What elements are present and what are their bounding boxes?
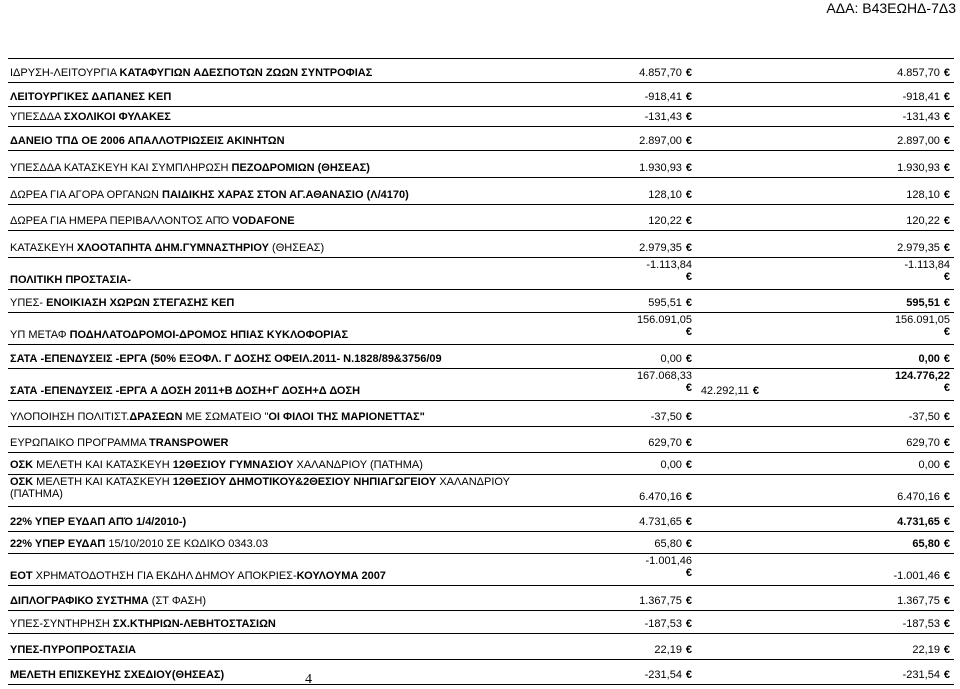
amount-value: 6.470,16 [897, 491, 940, 503]
row-description [10, 538, 268, 550]
amount-value: 2.897,00 [639, 135, 682, 147]
desc-bold: ΠΕΖΟΔΡΟΜΙΩΝ (ΘΗΣΕΑΣ) [231, 162, 370, 174]
euro-sign: € [943, 669, 950, 681]
euro-sign: € [943, 111, 950, 123]
amount-v3 [679, 385, 759, 397]
table-row [8, 475, 954, 507]
amount-value: 6.470,16 [639, 491, 682, 503]
amount-v1 [602, 135, 692, 147]
row-description [10, 459, 423, 471]
amount-value: 128,10 [648, 189, 682, 201]
amount-value: 42.292,11 [700, 385, 749, 397]
euro-sign: € [943, 135, 950, 147]
amount-v2 [840, 370, 950, 394]
euro-sign: € [943, 297, 950, 309]
desc-bold: ΛΕΙΤΟΥΡΓΙΚΕΣ ΔΑΠΑΝΕΣ ΚΕΠ [10, 91, 172, 103]
amount-value: 4.857,70 [639, 67, 682, 79]
euro-sign: € [685, 459, 692, 471]
desc-pre: ΥΠ ΜΕΤΑΦ [10, 329, 70, 341]
euro-sign: € [685, 595, 692, 607]
desc-bold: TRANSPOWER [149, 437, 229, 449]
amount-value: -187,53 [902, 618, 940, 630]
amount-v1 [602, 353, 692, 365]
desc-pre: ΥΛΟΠΟΙΗΣΗ ΠΟΛΙΤΙΣΤ. [10, 411, 130, 423]
amount-v2 [840, 459, 950, 471]
amount-v1 [602, 669, 692, 681]
amount-value: -131,43 [902, 111, 940, 123]
amount-v2 [840, 189, 950, 201]
desc-bold2: 12ΘΕΣΙΟΥ ΔΗΜΟΤΙΚΟΥ&2ΘΕΣΙΟΥ ΝΗΠΙΑΓΩΓΕΙΟΥ [172, 476, 437, 488]
amount-v2 [840, 516, 950, 528]
amount-v2 [840, 437, 950, 449]
euro-sign: € [685, 516, 692, 528]
desc-post: (ΣΤ ΦΑΣΗ) [148, 595, 207, 607]
amount-v1 [602, 516, 692, 528]
desc-bold: ΕΝΟΙΚΙΑΣΗ ΧΩΡΩΝ ΣΤΕΓΑΣΗΣ ΚΕΠ [46, 297, 235, 309]
euro-sign: € [685, 491, 692, 503]
amount-v1 [602, 644, 692, 656]
amount-value: 120,22 [906, 215, 940, 227]
amount-value: 4.857,70 [897, 67, 940, 79]
euro-sign: € [943, 595, 950, 607]
amount-v2 [840, 570, 950, 582]
euro-sign: € [943, 271, 950, 283]
amount-v2 [840, 538, 950, 550]
amount-v2 [840, 595, 950, 607]
row-description [10, 215, 295, 227]
budget-table [8, 58, 954, 685]
table-row [8, 532, 954, 554]
desc-post2: ΧΑΛΑΝΔΡΙΟΥ (ΠΑΤΗΜΑ) [293, 459, 423, 471]
amount-value: -231,54 [644, 669, 682, 681]
amount-v1 [602, 459, 692, 471]
amount-value: 1.367,75 [897, 595, 940, 607]
amount-value: 2.979,35 [897, 242, 940, 254]
euro-sign: € [685, 326, 692, 338]
desc-bold: ΔΡΑΣΕΩΝ [129, 411, 183, 423]
amount-v2 [840, 644, 950, 656]
row-description [10, 570, 386, 582]
table-row [8, 231, 954, 258]
amount-v2 [840, 411, 950, 423]
amount-v2 [840, 297, 950, 309]
table-row [8, 369, 954, 401]
amount-v2 [840, 314, 950, 338]
euro-sign: € [943, 353, 950, 365]
row-description [10, 618, 276, 630]
desc-pre: ΥΠΕΣ-ΣΥΝΤΗΡΗΣΗ [10, 618, 113, 630]
amount-v1 [602, 314, 692, 338]
euro-sign: € [685, 189, 692, 201]
euro-sign: € [685, 538, 692, 550]
row-description [10, 162, 370, 174]
amount-value: 22,19 [654, 644, 682, 656]
euro-sign: € [943, 91, 950, 103]
euro-sign: € [943, 570, 950, 582]
desc-bold: ΜΕΛΕΤΗ ΕΠΙΣΚΕΥΗΣ ΣΧΕΔΙΟΥ(ΘΗΣΕΑΣ) [10, 669, 225, 681]
amount-v2 [840, 215, 950, 227]
row-description [10, 516, 186, 528]
amount-value: 2.897,00 [897, 135, 940, 147]
row-description [10, 67, 372, 79]
amount-value: -187,53 [644, 618, 682, 630]
euro-sign: € [943, 491, 950, 503]
amount-value: -918,41 [644, 91, 682, 103]
desc-bold: ΣΧ.ΚΤΗΡΙΩΝ-ΛΕΒΗΤΟΣΤΑΣΙΩΝ [112, 618, 276, 630]
amount-value: 4.731,65 [639, 516, 682, 528]
table-row [8, 660, 954, 685]
desc-post: ΜΕΛΕΤΗ ΚΑΙ ΚΑΤΑΣΚΕΥΗ [33, 476, 173, 488]
desc-line2: (ΠΑΤΗΜΑ) [10, 488, 63, 500]
desc-bold: VODAFONE [232, 215, 295, 227]
desc-bold: ΟΣΚ [10, 476, 34, 488]
euro-sign: € [943, 644, 950, 656]
euro-sign: € [943, 67, 950, 79]
desc-post2: ΧΑΛΑΝΔΡΙΟΥ [436, 476, 510, 488]
amount-value: 22,19 [912, 644, 940, 656]
table-row [8, 554, 954, 586]
amount-v1 [602, 67, 692, 79]
page-number: 4 [305, 672, 312, 687]
desc-bold: ΧΛΟΟΤΑΠΗΤΑ ΔΗΜ.ΓΥΜΝΑΣΤΗΡΙΟΥ [76, 242, 269, 254]
euro-sign: € [685, 411, 692, 423]
amount-value: 0,00 [660, 353, 682, 365]
table-row [8, 290, 954, 313]
euro-sign: € [685, 215, 692, 227]
euro-sign: € [943, 618, 950, 630]
amount-v2 [840, 491, 950, 503]
amount-v1 [602, 555, 692, 579]
amount-v1 [602, 437, 692, 449]
amount-v2 [840, 669, 950, 681]
amount-value: 629,70 [648, 437, 682, 449]
amount-value: -1.113,84 [904, 259, 950, 271]
euro-sign: € [752, 385, 759, 397]
amount-value: 156.091,05 [894, 314, 950, 326]
euro-sign: € [943, 215, 950, 227]
amount-value: 0,00 [918, 459, 940, 471]
desc-bold2: 12ΘΕΣΙΟΥ ΓΥΜΝΑΣΙΟΥ [172, 459, 294, 471]
euro-sign: € [943, 538, 950, 550]
table-row [8, 313, 954, 345]
desc-post: ΧΡΗΜΑΤΟΔΟΤΗΣΗ ΓΙΑ ΕΚΔΗΛ ΔΗΜΟΥ ΑΠΟΚΡΙΕΣ- [32, 570, 297, 582]
amount-value: 1.367,75 [639, 595, 682, 607]
table-row [8, 258, 954, 290]
desc-bold2: ΚΟΥΛΟΥΜΑ 2007 [296, 570, 386, 582]
euro-sign: € [685, 271, 692, 283]
euro-sign: € [685, 353, 692, 365]
table-row [8, 151, 954, 178]
amount-value: 0,00 [918, 353, 940, 365]
euro-sign: € [685, 162, 692, 174]
desc-bold: ΥΠΕΣ-ΠΥΡΟΠΡΟΣΤΑΣΙΑ [10, 644, 136, 656]
table-row [8, 205, 954, 231]
amount-value: 629,70 [906, 437, 940, 449]
table-row [8, 58, 954, 83]
amount-v1 [602, 91, 692, 103]
euro-sign: € [943, 516, 950, 528]
amount-v1 [602, 411, 692, 423]
amount-v1 [602, 491, 692, 503]
table-row [8, 178, 954, 205]
row-description [10, 111, 171, 123]
euro-sign: € [685, 567, 692, 579]
euro-sign: € [943, 459, 950, 471]
euro-sign: € [685, 644, 692, 656]
desc-pre: ΕΥΡΩΠΑΙΚΟ ΠΡΟΓΡΑΜΜΑ [10, 437, 150, 449]
desc-bold: ΟΣΚ [10, 459, 34, 471]
desc-bold: ΔΙΠΛΟΓΡΑΦΙΚΟ ΣΥΣΤΗΜΑ [10, 595, 149, 607]
desc-bold2: ΟΙ ΦΙΛΟΙ ΤΗΣ ΜΑΡΙΟΝΕΤΤΑΣ" [268, 411, 425, 423]
amount-value: 1.930,93 [897, 162, 940, 174]
desc-bold: ΣΧΟΛΙΚΟΙ ΦΥΛΑΚΕΣ [63, 111, 171, 123]
amount-value: 124.776,22 [894, 370, 950, 382]
row-description [10, 135, 285, 147]
desc-pre: ΔΩΡΕΑ ΓΙΑ ΗΜΕΡΑ ΠΕΡΙΒΑΛΛΟΝΤΟΣ ΑΠΌ [10, 215, 233, 227]
row-description [10, 385, 360, 397]
amount-v1 [602, 259, 692, 283]
euro-sign: € [943, 326, 950, 338]
euro-sign: € [943, 382, 950, 394]
table-row [8, 507, 954, 532]
row-description [10, 437, 229, 449]
amount-v2 [840, 67, 950, 79]
euro-sign: € [685, 135, 692, 147]
desc-pre: ΔΩΡΕΑ ΓΙΑ ΑΓΟΡΑ ΟΡΓΑΝΩΝ [10, 189, 163, 201]
amount-v1 [602, 618, 692, 630]
amount-value: 0,00 [660, 459, 682, 471]
euro-sign: € [943, 162, 950, 174]
amount-v1 [602, 242, 692, 254]
desc-bold: ΣΑΤΑ -ΕΠΕΝΔΥΣΕΙΣ -ΕΡΓΑ Α ΔΟΣΗ 2011+Β ΔΟΣΗ+Γ ΔΟΣΗ+Δ ΔΟΣΗ [10, 385, 361, 397]
table-row [8, 427, 954, 453]
row-description [10, 274, 131, 286]
desc-bold: 22% ΥΠΕΡ ΕΥΔΑΠ [10, 538, 106, 550]
table-row [8, 634, 954, 660]
amount-value: -1.001,46 [645, 555, 692, 567]
amount-v2 [840, 618, 950, 630]
desc-bold: ΕΟΤ [10, 570, 33, 582]
euro-sign: € [685, 91, 692, 103]
euro-sign: € [685, 669, 692, 681]
amount-value: -1.113,84 [646, 259, 692, 271]
amount-value: 65,80 [654, 538, 682, 550]
desc-pre: ΥΠΕΣΔΔΑ [10, 111, 64, 123]
euro-sign: € [685, 618, 692, 630]
euro-sign: € [943, 437, 950, 449]
amount-v1 [602, 538, 692, 550]
amount-value: 595,51 [906, 297, 940, 309]
desc-post: (ΘΗΣΕΑΣ) [268, 242, 325, 254]
desc-post: ΜΕ ΣΩΜΑΤΕΙΟ " [182, 411, 269, 423]
euro-sign: € [943, 189, 950, 201]
amount-v1 [602, 189, 692, 201]
desc-pre: ΚΑΤΑΣΚΕΥΗ [10, 242, 77, 254]
desc-pre: ΙΔΡΥΣΗ-ΛΕΙΤΟΥΡΓΙΑ [10, 67, 120, 79]
row-description [10, 91, 171, 103]
amount-value: 156.091,05 [636, 314, 692, 326]
amount-v1 [602, 215, 692, 227]
desc-bold: ΠΑΙΔΙΚΗΣ ΧΑΡΑΣ ΣΤΟΝ ΑΓ.ΑΘΑΝΑΣΙΟ (Λ/4170) [162, 189, 409, 201]
desc-pre: ΥΠΕΣ- [10, 297, 47, 309]
amount-value: -131,43 [644, 111, 682, 123]
desc-post: 15/10/2010 ΣΕ ΚΩΔΙΚΟ 0343.03 [105, 538, 269, 550]
row-description [10, 595, 206, 607]
amount-value: -231,54 [902, 669, 940, 681]
amount-value: -37,50 [908, 411, 940, 423]
amount-value: 120,22 [648, 215, 682, 227]
amount-v2 [840, 135, 950, 147]
row-description [10, 669, 224, 681]
amount-value: 4.731,65 [897, 516, 940, 528]
table-row [8, 453, 954, 475]
euro-sign: € [943, 242, 950, 254]
row-description [10, 476, 510, 500]
amount-v1 [602, 297, 692, 309]
desc-bold: ΔΑΝΕΙΟ ΤΠΔ ΟΕ 2006 ΑΠΑΛΛΟΤΡΙΩΣΕΙΣ ΑΚΙΝΗΤΩΝ [10, 135, 285, 147]
amount-v2 [840, 353, 950, 365]
euro-sign: € [685, 297, 692, 309]
row-description [10, 329, 348, 341]
euro-sign: € [943, 411, 950, 423]
euro-sign: € [685, 382, 692, 394]
table-row [8, 611, 954, 634]
table-row [8, 127, 954, 151]
desc-pre: ΥΠΕΣΔΔΑ ΚΑΤΑΣΚΕΥΗ ΚΑΙ ΣΥΜΠΛΗΡΩΣΗ [10, 162, 232, 174]
amount-value: 2.979,35 [639, 242, 682, 254]
amount-v2 [840, 91, 950, 103]
desc-bold: 22% ΥΠΕΡ ΕΥΔΑΠ ΑΠΌ 1/4/2010-) [10, 516, 187, 528]
desc-bold: ΚΑΤΑΦΥΓΙΩΝ ΑΔΕΣΠΟΤΩΝ ΖΩΩΝ ΣΥΝΤΡΟΦΙΑΣ [119, 67, 373, 79]
amount-v1 [602, 111, 692, 123]
amount-value: -37,50 [650, 411, 682, 423]
amount-value: 65,80 [912, 538, 940, 550]
row-description [10, 353, 442, 365]
amount-v1 [602, 162, 692, 174]
amount-value: 128,10 [906, 189, 940, 201]
amount-value: 595,51 [648, 297, 682, 309]
row-description [10, 644, 136, 656]
euro-sign: € [685, 67, 692, 79]
table-row [8, 586, 954, 611]
amount-v1 [602, 595, 692, 607]
row-description [10, 189, 409, 201]
desc-bold: ΠΟΛΙΤΙΚΗ ΠΡΟΣΤΑΣΙΑ- [10, 274, 131, 286]
amount-value: 167.068,33 [636, 370, 692, 382]
ada-code: ΑΔΑ: Β43ΕΩΗΔ-7Δ3 [826, 0, 956, 16]
amount-v2 [840, 162, 950, 174]
euro-sign: € [685, 437, 692, 449]
row-description [10, 297, 234, 309]
row-description [10, 242, 324, 254]
desc-post: ΜΕΛΕΤΗ ΚΑΙ ΚΑΤΑΣΚΕΥΗ [33, 459, 173, 471]
amount-value: -1.001,46 [893, 570, 940, 582]
amount-v2 [840, 111, 950, 123]
table-row [8, 345, 954, 369]
table-row [8, 401, 954, 427]
euro-sign: € [685, 242, 692, 254]
amount-value: 1.930,93 [639, 162, 682, 174]
table-row [8, 107, 954, 127]
amount-v2 [840, 259, 950, 283]
amount-v2 [840, 242, 950, 254]
table-row [8, 83, 954, 107]
desc-bold: ΠΟΔΗΛΑΤΟΔΡΟΜΟΙ-ΔΡΟΜΟΣ ΗΠΙΑΣ ΚΥΚΛΟΦΟΡΙΑΣ [69, 329, 349, 341]
row-description [10, 411, 425, 423]
euro-sign: € [685, 111, 692, 123]
desc-bold: ΣΑΤΑ -ΕΠΕΝΔΥΣΕΙΣ -ΕΡΓΑ (50% ΕΞΟΦΛ. Γ ΔΟΣΗΣ ΟΦΕΙΛ.2011- Ν.1828/89&3756/09 [10, 353, 442, 365]
amount-value: -918,41 [902, 91, 940, 103]
